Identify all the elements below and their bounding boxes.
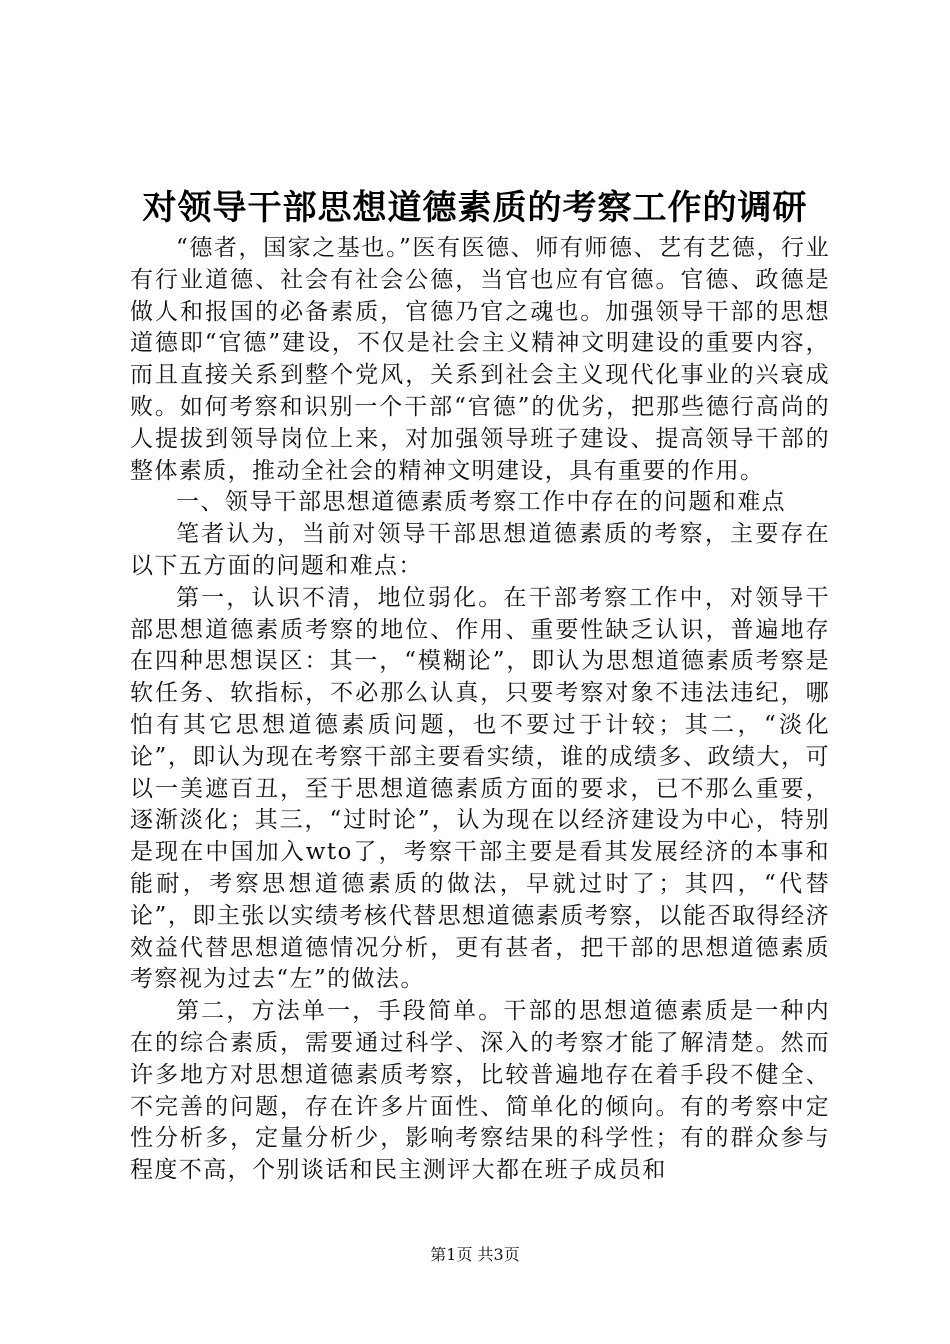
section-heading-1: 一、领导干部思想道德素质考察工作中存在的问题和难点	[176, 489, 786, 516]
document-title: 对领导干部思想道德素质的考察工作的调研	[142, 188, 808, 228]
paragraph-intro: “德者，国家之基也。”医有医德、师有师德、艺有艺德，行业有行业道德、社会有社会公德，当官也应有官德。官德、政德是做人和报国的必备素质，官德乃官之魂也。加强领导干部的思想道德即“官德”建设，不仅是社会主义精神文明建设的重要内容，而且直接关系到整个党风，关系到社会主义现代化事业的兴衰成败。如何考察和识别一个干部“官德”的优劣，把那些德行高尚的人提拔到领导岗位上来，对加强领导班子建设、提高领导干部的整体素质，推动全社会的精神文明建设，具有重要的作用。	[130, 235, 830, 484]
page-number: 第1页 共3页	[430, 1245, 520, 1264]
document-body	[130, 233, 830, 1187]
paragraph-point-2: 第二，方法单一，手段简单。干部的思想道德素质是一种内在的综合素质，需要通过科学、深入的考察才能了解清楚。然而许多地方对思想道德素质考察，比较普遍地存在着手段不健全、不完善的问题，存在许多片面性、简单化的倾向。有的考察中定性分析多，定量分析少，影响考察结果的科学性；有的群众参与程度不高，个别谈话和民主测评大都在班子成员和	[130, 998, 830, 1184]
paragraph-point-1: 第一，认识不清，地位弱化。在干部考察工作中，对领导干部思想道德素质考察的地位、作用、重要性缺乏认识，普遍地存在四种思想误区：其一，“模糊论”，即认为思想道德素质考察是软任务、软指标，不必那么认真，只要考察对象不违法违纪，哪怕有其它思想道德素质问题，也不要过于计较；其二，“淡化论”，即认为现在考察干部主要看实绩，谁的成绩多、政绩大，可以一美遮百丑，至于思想道德素质方面的要求，已不那么重要，逐渐淡化；其三，“过时论”，认为现在以经济建设为中心，特别是现在中国加入wto了，考察干部主要是看其发展经济的本事和能耐，考察思想道德素质的做法，早就过时了；其四，“代替论”，即主张以实绩考核代替思想道德素质考察，以能否取得经济效益代替思想道德情况分析，更有甚者，把干部的思想道德素质考察视为过去“左”的做法。	[130, 584, 830, 993]
paragraph-overview: 笔者认为，当前对领导干部思想道德素质的考察，主要存在以下五方面的问题和难点：	[130, 521, 830, 579]
